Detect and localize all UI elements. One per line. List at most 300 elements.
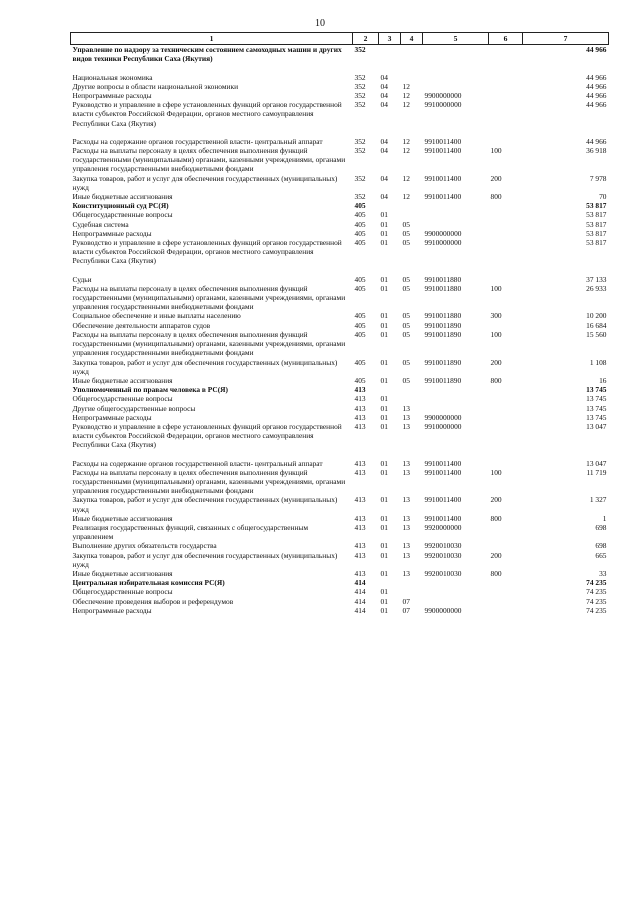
table-row [71, 91, 609, 100]
row-section-code: 01 [380, 228, 388, 238]
table-row [71, 174, 609, 192]
table-row [71, 376, 609, 385]
row-section-code: 01 [380, 587, 388, 597]
row-ministry-code: 405 [354, 357, 366, 367]
table-row [71, 495, 609, 513]
row-amount: 44 966 [586, 100, 607, 110]
row-target-code: 9900000000 [424, 605, 462, 615]
row-ministry-code: 413 [354, 403, 366, 413]
row-description: Непрограммные расходы [72, 412, 152, 422]
row-amount: 37 133 [586, 274, 607, 284]
row-target-code: 9900000000 [424, 412, 462, 422]
row-target-code [423, 587, 489, 596]
row-section-code: 01 [380, 596, 388, 606]
row-expense-type-code [489, 137, 523, 146]
row-amount: 1 327 [589, 495, 607, 505]
row-description: Общегосударственные вопросы [72, 210, 173, 220]
row-subsection-code: 05 [402, 219, 410, 229]
table-row [71, 229, 609, 238]
row-ministry-code: 414 [354, 605, 366, 615]
row-description: Расходы на выплаты персоналу в целях обеспечения выполнения функций государственными (муниципальными) органами, казенными учреждениями, органами управления государственными внебюджетными фондами [72, 467, 346, 496]
row-expense-type-code: 100 [490, 467, 502, 477]
row-target-code: 9900000000 [424, 91, 462, 101]
row-ministry-code: 352 [354, 146, 366, 156]
row-ministry-code: 352 [354, 173, 366, 183]
row-expense-type-code [489, 404, 523, 413]
row-amount: 13 745 [586, 394, 607, 404]
row-subsection-code [401, 394, 423, 403]
row-section-code: 01 [380, 550, 388, 560]
table-row [71, 385, 609, 394]
row-target-code: 9910011890 [424, 375, 462, 385]
table-row [71, 210, 609, 219]
row-subsection-code [401, 210, 423, 219]
row-ministry-code: 405 [354, 219, 366, 229]
table-row [71, 311, 609, 320]
row-section-code: 04 [380, 146, 388, 156]
row-expense-type-code: 100 [490, 146, 502, 156]
row-ministry-code: 413 [354, 421, 366, 431]
row-target-code: 9910011400 [424, 173, 462, 183]
row-subsection-code [401, 73, 423, 82]
row-description: Иные бюджетные ассигнования [72, 568, 173, 578]
row-section-code: 01 [380, 210, 388, 220]
row-ministry-code: 405 [354, 320, 366, 330]
row-section-code: 01 [380, 412, 388, 422]
row-section-code: 01 [380, 513, 388, 523]
row-section-code: 01 [380, 605, 388, 615]
row-target-code: 9910011400 [424, 513, 462, 523]
row-section-code: 01 [380, 495, 388, 505]
row-section-code: 01 [380, 458, 388, 468]
row-ministry-code: 405 [354, 283, 366, 293]
row-description: Центральная избирательная комиссия РС(Я) [72, 578, 225, 588]
row-amount: 13 745 [586, 412, 607, 422]
row-description: Общегосударственные вопросы [72, 394, 173, 404]
row-expense-type-code: 200 [490, 357, 502, 367]
row-target-code: 9910011880 [424, 311, 462, 321]
row-section-code: 04 [380, 91, 388, 101]
row-amount: 44 966 [586, 81, 607, 91]
table-header [71, 33, 609, 45]
row-amount: 10 200 [586, 311, 607, 321]
row-target-code [423, 385, 489, 394]
row-section-code [379, 45, 401, 73]
row-amount: 53 817 [586, 238, 607, 248]
row-section-code [379, 578, 401, 587]
row-target-code: 9910011400 [424, 495, 462, 505]
row-subsection-code: 12 [402, 91, 410, 101]
row-section-code: 01 [380, 568, 388, 578]
row-amount: 53 817 [586, 201, 607, 211]
row-amount: 13 745 [586, 403, 607, 413]
row-subsection-code [401, 587, 423, 596]
row-description: Социальное обеспечение и иные выплаты населению [72, 311, 241, 321]
row-expense-type-code: 300 [490, 311, 502, 321]
row-section-code: 01 [380, 311, 388, 321]
row-subsection-code: 13 [402, 467, 410, 477]
row-ministry-code: 413 [354, 568, 366, 578]
row-expense-type-code: 800 [490, 513, 502, 523]
row-ministry-code: 352 [353, 45, 379, 73]
row-ministry-code: 352 [354, 192, 366, 202]
table-row [71, 100, 609, 137]
row-expense-type-code: 200 [490, 550, 502, 560]
row-subsection-code: 07 [402, 605, 410, 615]
row-subsection-code: 05 [402, 320, 410, 330]
row-description: Расходы на содержание органов государственной власти- центральный аппарат [72, 458, 323, 468]
table-row [71, 578, 609, 587]
row-amount: 13 745 [586, 385, 607, 395]
row-target-code: 9920010030 [424, 550, 462, 560]
row-expense-type-code [489, 422, 523, 459]
row-expense-type-code [489, 91, 523, 100]
row-subsection-code: 13 [402, 403, 410, 413]
row-subsection-code: 13 [402, 522, 410, 532]
row-ministry-code: 405 [354, 201, 366, 211]
row-subsection-code: 12 [402, 136, 410, 146]
row-ministry-code: 413 [354, 495, 366, 505]
row-expense-type-code [489, 201, 523, 210]
table-row [71, 192, 609, 201]
row-subsection-code: 12 [402, 146, 410, 156]
row-target-code [423, 578, 489, 587]
row-section-code [379, 385, 401, 394]
row-subsection-code: 13 [402, 412, 410, 422]
row-ministry-code: 405 [354, 228, 366, 238]
row-subsection-code: 12 [402, 81, 410, 91]
table-row [71, 597, 609, 606]
row-subsection-code: 12 [402, 192, 410, 202]
row-description: Закупка товаров, работ и услуг для обеспечения государственных (муниципальных) нужд [72, 173, 338, 192]
row-expense-type-code: 200 [490, 173, 502, 183]
row-section-code: 01 [380, 238, 388, 248]
row-subsection-code: 12 [402, 173, 410, 183]
row-ministry-code: 413 [354, 513, 366, 523]
row-subsection-code: 12 [402, 100, 410, 110]
row-amount: 44 966 [586, 136, 607, 146]
row-expense-type-code [489, 220, 523, 229]
row-ministry-code: 413 [354, 541, 366, 551]
column-header-2: 2 [353, 33, 379, 45]
row-amount: 698 [595, 541, 607, 551]
row-subsection-code: 13 [402, 568, 410, 578]
row-expense-type-code [489, 541, 523, 550]
row-target-code [423, 201, 489, 210]
row-ministry-code: 413 [354, 394, 366, 404]
row-target-code: 9920010030 [424, 541, 462, 551]
row-ministry-code: 414 [354, 578, 366, 588]
table-row [71, 459, 609, 468]
table-row [71, 394, 609, 403]
row-subsection-code: 05 [402, 238, 410, 248]
row-ministry-code: 352 [354, 91, 366, 101]
row-amount: 33 [599, 568, 607, 578]
row-subsection-code: 07 [402, 596, 410, 606]
row-ministry-code: 405 [354, 238, 366, 248]
row-section-code: 01 [380, 375, 388, 385]
row-amount: 74 235 [586, 587, 607, 597]
row-description: Закупка товаров, работ и услуг для обеспечения государственных (муниципальных) нужд [72, 550, 338, 569]
row-amount: 13 047 [586, 458, 607, 468]
row-target-code: 9910011890 [424, 357, 462, 367]
row-section-code: 04 [380, 72, 388, 82]
table-row [71, 358, 609, 376]
column-header-3: 3 [379, 33, 401, 45]
row-amount: 74 235 [586, 596, 607, 606]
row-target-code [423, 73, 489, 82]
row-subsection-code: 05 [402, 357, 410, 367]
row-subsection-code: 05 [402, 329, 410, 339]
row-amount: 53 817 [586, 210, 607, 220]
table-row [71, 330, 609, 358]
row-section-code: 04 [380, 173, 388, 183]
row-description: Судебная система [72, 219, 129, 229]
row-section-code: 01 [380, 274, 388, 284]
row-expense-type-code [489, 413, 523, 422]
table-row [71, 404, 609, 413]
row-expense-type-code: 800 [490, 192, 502, 202]
row-ministry-code: 352 [354, 136, 366, 146]
row-amount: 44 966 [523, 45, 609, 73]
row-target-code [423, 597, 489, 606]
row-description: Непрограммные расходы [72, 605, 152, 615]
row-expense-type-code [489, 523, 523, 541]
row-expense-type-code [489, 587, 523, 596]
row-description: Обеспечение деятельности аппаратов судов [72, 320, 211, 330]
row-description: Судьи [72, 274, 92, 284]
row-subsection-code: 13 [402, 421, 410, 431]
row-section-code: 01 [380, 357, 388, 367]
table-row [71, 275, 609, 284]
row-target-code: 9910011400 [424, 467, 462, 477]
table-row [71, 321, 609, 330]
row-description: Иные бюджетные ассигнования [72, 513, 173, 523]
row-target-code [423, 220, 489, 229]
row-description: Руководство и управление в сфере установленных функций органов государственной власти субъектов Российской Федерации, органов местного самоуправления Республики Саха (Якутия) [72, 421, 342, 450]
table-row [71, 73, 609, 82]
row-ministry-code: 405 [354, 311, 366, 321]
row-section-code: 04 [380, 100, 388, 110]
row-description: Управление по надзору за техническим состоянием самоходных машин и других видов техники Республики Саха (Якутия) [71, 45, 353, 73]
row-ministry-code: 413 [354, 522, 366, 532]
row-target-code [423, 82, 489, 91]
row-description: Закупка товаров, работ и услуг для обеспечения государственных (муниципальных) нужд [72, 357, 338, 376]
row-description: Уполномоченный по правам человека в РС(Я) [72, 385, 228, 395]
row-target-code: 9910000000 [424, 100, 462, 110]
row-ministry-code: 405 [354, 329, 366, 339]
table-row [71, 220, 609, 229]
row-section-code: 01 [380, 541, 388, 551]
column-header-5: 5 [423, 33, 489, 45]
row-subsection-code: 05 [402, 274, 410, 284]
row-amount: 53 817 [586, 219, 607, 229]
row-target-code: 9910000000 [424, 421, 462, 431]
row-section-code: 01 [380, 219, 388, 229]
row-description: Закупка товаров, работ и услуг для обеспечения государственных (муниципальных) нужд [72, 495, 338, 514]
row-expense-type-code [489, 100, 523, 137]
row-section-code: 01 [380, 283, 388, 293]
row-expense-type-code [489, 82, 523, 91]
row-description: Расходы на выплаты персоналу в целях обеспечения выполнения функций государственными (муниципальными) органами, казенными учреждениями, органами управления государственными внебюджетными фондами [72, 146, 346, 174]
row-subsection-code: 05 [402, 228, 410, 238]
row-amount: 1 108 [589, 357, 607, 367]
column-header-6: 6 [489, 33, 523, 45]
row-subsection-code: 13 [402, 495, 410, 505]
row-ministry-code: 414 [354, 596, 366, 606]
row-target-code: 9910011400 [424, 192, 462, 202]
row-ministry-code: 405 [354, 375, 366, 385]
row-expense-type-code [489, 73, 523, 82]
row-target-code: 9910011890 [424, 320, 462, 330]
table-row [71, 569, 609, 578]
row-expense-type-code [489, 597, 523, 606]
row-expense-type-code [489, 45, 523, 73]
row-expense-type-code [489, 238, 523, 275]
table-row [71, 82, 609, 91]
row-ministry-code: 405 [354, 210, 366, 220]
table-row [71, 137, 609, 146]
row-description: Расходы на выплаты персоналу в целях обеспечения выполнения функций государственными (муниципальными) органами, казенными учреждениями, органами управления государственными внебюджетными фондами [72, 283, 346, 312]
row-subsection-code [401, 385, 423, 394]
row-amount: 53 817 [586, 228, 607, 238]
row-ministry-code: 352 [354, 100, 366, 110]
row-ministry-code: 413 [354, 458, 366, 468]
row-amount: 74 235 [586, 578, 607, 588]
row-expense-type-code: 200 [490, 495, 502, 505]
row-subsection-code: 13 [402, 458, 410, 468]
row-section-code: 01 [380, 403, 388, 413]
table-row [71, 284, 609, 312]
column-header-7: 7 [523, 33, 609, 45]
table-row [71, 468, 609, 496]
row-target-code [423, 45, 489, 73]
row-subsection-code: 13 [402, 513, 410, 523]
row-subsection-code: 05 [402, 311, 410, 321]
row-section-code: 01 [380, 329, 388, 339]
page-number: 10 [315, 18, 325, 29]
row-target-code: 9910011890 [424, 329, 462, 339]
row-expense-type-code: 800 [490, 375, 502, 385]
row-section-code: 04 [380, 192, 388, 202]
row-amount: 26 933 [586, 283, 607, 293]
row-subsection-code: 13 [402, 550, 410, 560]
row-section-code: 01 [380, 394, 388, 404]
row-description: Расходы на выплаты персоналу в целях обеспечения выполнения функций государственными (муниципальными) органами, казенными учреждениями, органами управления государственными внебюджетными фондами [72, 329, 346, 358]
row-expense-type-code [489, 394, 523, 403]
row-expense-type-code: 100 [490, 329, 502, 339]
row-description: Непрограммные расходы [72, 91, 152, 101]
row-description: Другие общегосударственные вопросы [72, 403, 196, 413]
row-subsection-code: 05 [402, 283, 410, 293]
row-target-code: 9910011400 [424, 458, 462, 468]
row-ministry-code: 405 [354, 274, 366, 284]
table-row [71, 514, 609, 523]
table-row [71, 413, 609, 422]
row-expense-type-code [489, 275, 523, 284]
row-expense-type-code [489, 321, 523, 330]
table-row [71, 238, 609, 275]
row-subsection-code [401, 201, 423, 210]
table-row [71, 45, 609, 73]
row-ministry-code: 413 [354, 467, 366, 477]
table-row [71, 146, 609, 174]
row-description: Руководство и управление в сфере установленных функций органов государственной власти субъектов Российской Федерации, органов местного самоуправления Республики Саха (Якутия) [72, 238, 342, 266]
row-ministry-code: 413 [354, 412, 366, 422]
row-expense-type-code: 100 [490, 283, 502, 293]
column-header-1: 1 [71, 33, 353, 45]
row-description: Реализация государственных функций, связанных с общегосударственным управлением [72, 522, 309, 542]
row-amount: 1 [602, 513, 607, 523]
row-subsection-code [401, 578, 423, 587]
row-ministry-code: 413 [354, 550, 366, 560]
table-row [71, 551, 609, 569]
row-description: Руководство и управление в сфере установленных функций органов государственной власти субъектов Российской Федерации, органов местного самоуправления Республики Саха (Якутия) [72, 100, 342, 128]
row-amount: 11 719 [586, 467, 607, 477]
row-section-code: 04 [380, 81, 388, 91]
row-ministry-code: 414 [354, 587, 366, 597]
row-target-code: 9910011400 [424, 146, 462, 156]
row-description: Расходы на содержание органов государственной власти- центральный аппарат [72, 136, 323, 146]
row-ministry-code: 352 [354, 81, 366, 91]
row-expense-type-code [489, 385, 523, 394]
row-target-code: 9910000000 [424, 238, 462, 248]
row-description: Иные бюджетные ассигнования [72, 192, 173, 202]
row-description: Выполнение других обязательств государства [72, 541, 217, 551]
table-row [71, 606, 609, 615]
row-target-code: 9910011880 [424, 283, 462, 293]
row-amount: 44 966 [586, 91, 607, 101]
row-section-code: 01 [380, 320, 388, 330]
row-target-code: 9920000000 [424, 522, 462, 532]
row-target-code [423, 404, 489, 413]
row-section-code [379, 201, 401, 210]
column-header-4: 4 [401, 33, 423, 45]
row-description: Другие вопросы в области национальной экономики [72, 81, 239, 91]
row-target-code: 9920010030 [424, 568, 462, 578]
row-subsection-code: 13 [402, 541, 410, 551]
row-subsection-code [401, 45, 423, 73]
row-target-code: 9910011880 [424, 274, 462, 284]
row-amount: 698 [595, 522, 607, 532]
table-row [71, 523, 609, 541]
row-target-code [423, 394, 489, 403]
row-amount: 74 235 [586, 605, 607, 615]
row-expense-type-code [489, 606, 523, 615]
row-expense-type-code [489, 210, 523, 219]
table-row [71, 587, 609, 596]
row-amount: 44 966 [586, 72, 607, 82]
table-row [71, 422, 609, 459]
row-amount: 36 918 [586, 146, 607, 156]
table-row [71, 541, 609, 550]
row-target-code: 9900000000 [424, 228, 462, 238]
row-amount: 70 [599, 192, 607, 202]
row-section-code: 04 [380, 136, 388, 146]
row-subsection-code: 05 [402, 375, 410, 385]
row-target-code [423, 210, 489, 219]
row-amount: 15 560 [586, 329, 607, 339]
row-amount: 16 [599, 375, 607, 385]
row-description: Иные бюджетные ассигнования [72, 375, 173, 385]
row-expense-type-code [489, 229, 523, 238]
table-body [71, 45, 609, 615]
row-amount: 16 684 [586, 320, 607, 330]
row-ministry-code: 352 [354, 72, 366, 82]
row-section-code: 01 [380, 522, 388, 532]
row-ministry-code: 413 [354, 385, 366, 395]
row-expense-type-code: 800 [490, 568, 502, 578]
